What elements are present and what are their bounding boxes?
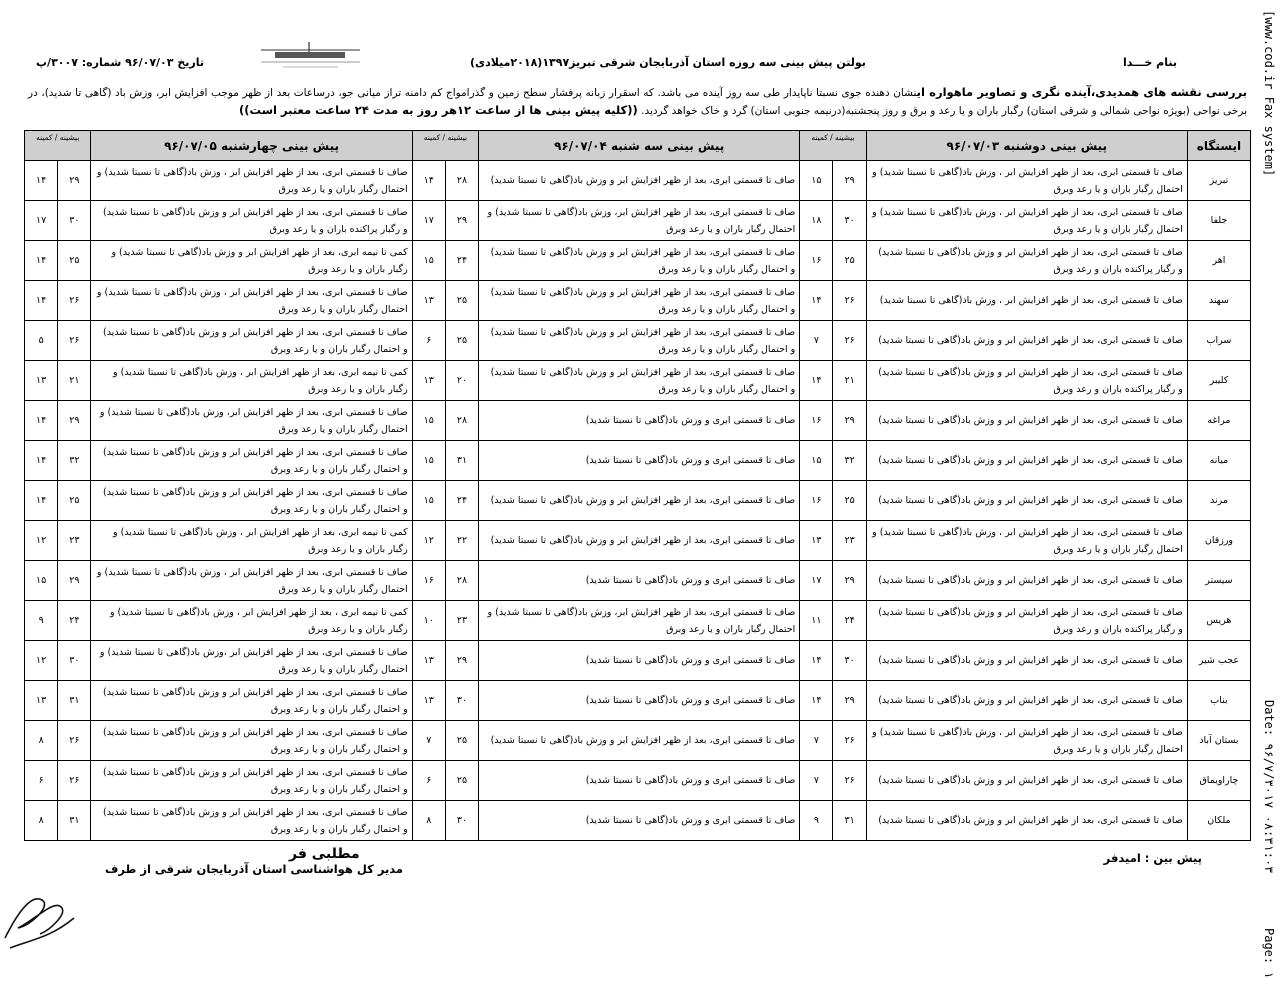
table-row: [25, 801, 1251, 841]
day2-forecast: صاف تا قسمتی ابری، بعد از ظهر افزایش ابر و وزش باد(گاهی تا نسبتا شدید) و احتمال رگبار باران و یا رعد وبرق: [479, 241, 800, 281]
station-cell: عجب شیر: [1187, 641, 1250, 681]
day1-min: ۱۴: [800, 361, 833, 401]
day3-max: ۲۱: [58, 361, 91, 401]
station-cell: سهند: [1187, 281, 1250, 321]
day3-min: ۵: [25, 321, 58, 361]
station-cell: مرند: [1187, 481, 1250, 521]
table-row: [25, 761, 1251, 801]
day1-min: ۱۶: [800, 401, 833, 441]
day2-max: ۲۹: [445, 641, 478, 681]
day2-min: ۷: [412, 721, 445, 761]
day2-max: ۲۵: [445, 761, 478, 801]
day1-max: ۲۹: [833, 401, 866, 441]
day2-forecast: صاف تا قسمتی ابری، بعد از ظهر افزایش ابر و وزش باد(گاهی تا نسبتا شدید): [479, 161, 800, 201]
day2-forecast: صاف تا قسمتی ابری و وزش باد(گاهی تا نسبتا شدید): [479, 401, 800, 441]
day1-max: ۲۳: [833, 521, 866, 561]
table-row: [25, 721, 1251, 761]
day2-min: ۱۵: [412, 481, 445, 521]
forecast-table: [24, 130, 1251, 841]
day3-forecast: کمی تا نیمه ابری، بعد از ظهر افزایش ابر و وزش باد(گاهی تا نسبتا شدید) و رگبار باران و یا رعد وبرق: [91, 241, 412, 281]
director-title: مدیر کل هواشناسی استان آذربایجان شرقی از طرف: [105, 862, 404, 876]
table-row: [25, 161, 1251, 201]
station-cell: کلیبر: [1187, 361, 1250, 401]
day1-min: ۱۶: [800, 481, 833, 521]
day1-min: ۷: [800, 721, 833, 761]
day3-forecast: صاف تا قسمتی ابری، بعد از ظهر افزایش ابر ،وزش باد(گاهی تا نسبتا شدید) و احتمال رگبار باران و یا رعد وبرق: [91, 641, 412, 681]
day1-min: ۱۸: [800, 201, 833, 241]
day3-forecast: صاف تا قسمتی ابری، بعد از ظهر افزایش ابر ، وزش باد(گاهی تا نسبتا شدید) و احتمال رگبار باران و یا رعد وبرق: [91, 561, 412, 601]
day1-minmax-header: بیشینه / کمینه: [800, 131, 866, 161]
station-cell: سراب: [1187, 321, 1250, 361]
day1-forecast: صاف تا قسمتی ابری، بعد از ظهر افزایش ابر و وزش باد(گاهی تا نسبتا شدید): [866, 441, 1187, 481]
day2-forecast: صاف تا قسمتی ابری و وزش باد(گاهی تا نسبتا شدید): [479, 641, 800, 681]
day2-header: پیش بینی سه شنبه ۹۶/۰۷/۰۴: [479, 131, 800, 161]
day1-forecast: صاف تا قسمتی ابری، بعد از ظهر افزایش ابر ، وزش باد(گاهی تا نسبتا شدید) و احتمال رگبار باران و یا رعد وبرق: [866, 161, 1187, 201]
day3-header: پیش بینی چهارشنبه ۹۶/۰۷/۰۵: [91, 131, 412, 161]
day3-max: ۳۱: [58, 681, 91, 721]
station-cell: تبریز: [1187, 161, 1250, 201]
director-name: مطلبی فر: [289, 846, 360, 862]
day2-forecast: صاف تا قسمتی ابری، بعد از ظهر افزایش ابر و وزش باد(گاهی تا نسبتا شدید): [479, 721, 800, 761]
day2-min: ۱۷: [412, 201, 445, 241]
table-header-row: [25, 131, 1251, 161]
day1-forecast: صاف تا قسمتی ابری، بعد از ظهر افزایش ابر و وزش باد(گاهی تا نسبتا شدید): [866, 561, 1187, 601]
day2-max: ۳۰: [445, 801, 478, 841]
day2-max: ۲۸: [445, 401, 478, 441]
day2-max: ۲۲: [445, 521, 478, 561]
day1-max: ۲۹: [833, 681, 866, 721]
day2-forecast: صاف تا قسمتی ابری، بعد از ظهر افزایش ابر و وزش باد(گاهی تا نسبتا شدید) و احتمال رگبار باران و یا رعد وبرق: [479, 361, 800, 401]
day2-forecast: صاف تا قسمتی ابری و وزش باد(گاهی تا نسبتا شدید): [479, 761, 800, 801]
day1-max: ۲۹: [833, 161, 866, 201]
day1-min: ۷: [800, 321, 833, 361]
day3-forecast: صاف تا قسمتی ابری، بعد از ظهر افزایش ابر ، وزش باد(گاهی تا نسبتا شدید) و احتمال رگبار باران و یا رعد وبرق: [91, 161, 412, 201]
day3-min: ۱۳: [25, 361, 58, 401]
day1-min: ۱۷: [800, 561, 833, 601]
day3-forecast: صاف تا قسمتی ابری، بعد از ظهر افزایش ابر و وزش باد(گاهی تا نسبتا شدید) و احتمال رگبار باران و یا رعد وبرق: [91, 721, 412, 761]
day3-min: ۱۳: [25, 681, 58, 721]
day3-min: ۹: [25, 601, 58, 641]
day2-forecast: صاف تا قسمتی ابری و وزش باد(گاهی تا نسبتا شدید): [479, 561, 800, 601]
day1-max: ۲۴: [833, 601, 866, 641]
day3-min: ۱۴: [25, 401, 58, 441]
station-cell: چاراویماق: [1187, 761, 1250, 801]
day1-max: ۲۵: [833, 481, 866, 521]
day2-max: ۲۰: [445, 361, 478, 401]
day2-forecast: صاف تا قسمتی ابری و وزش باد(گاهی تا نسبتا شدید): [479, 441, 800, 481]
day1-max: ۲۶: [833, 721, 866, 761]
day3-min: ۱۲: [25, 641, 58, 681]
table-row: [25, 441, 1251, 481]
table-row: [25, 241, 1251, 281]
table-row: [25, 401, 1251, 441]
day3-forecast: کمی تا نیمه ابری، بعد از ظهر افزایش ابر ، وزش باد(گاهی تا نسبتا شدید) و رگبار باران و یا رعد وبرق: [91, 361, 412, 401]
day1-min: ۹: [800, 801, 833, 841]
forecaster-name: پیش بین : امیدفر: [1103, 851, 1202, 865]
day3-max: ۲۳: [58, 521, 91, 561]
day3-forecast: صاف تا قسمتی ابری، بعد از ظهر افزایش ابر و وزش باد(گاهی تا نسبتا شدید) و احتمال رگبار باران و یا رعد وبرق: [91, 321, 412, 361]
station-cell: بناب: [1187, 681, 1250, 721]
day2-min: ۶: [412, 321, 445, 361]
day3-max: ۲۶: [58, 721, 91, 761]
station-cell: اهر: [1187, 241, 1250, 281]
day2-max: ۲۴: [445, 481, 478, 521]
day1-forecast: صاف تا قسمتی ابری، بعد از ظهر افزایش ابر و وزش باد(گاهی تا نسبتا شدید): [866, 641, 1187, 681]
station-header: ایستگاه: [1187, 131, 1250, 161]
day3-min: ۱۴: [25, 281, 58, 321]
day3-forecast: صاف تا قسمتی ابری، بعد از ظهر افزایش ابر و وزش باد(گاهی تا نسبتا شدید) و احتمال رگبار باران و یا رعد وبرق: [91, 681, 412, 721]
day1-forecast: صاف تا قسمتی ابری، بعد از ظهر افزایش ابر و وزش باد(گاهی تا نسبتا شدید): [866, 801, 1187, 841]
day2-min: ۶: [412, 761, 445, 801]
station-cell: میانه: [1187, 441, 1250, 481]
summary-body: نشان دهنده جوی نسبتا ناپایدار طی سه روز آینده می باشد. که اسقرار زبانه پرفشار سطح زمین و گذرامواج کم دامنه تراز میانی جو، درساعات بعد از ظهر موجب افزایش ابر، وزش باد (گاهی تا شدید)، در برخی نواحی (بویژه نواحی شمالی و شرقی استان) رگبار باران و یا رعد و برق و روز پنجشنبه(درنیمه جنوبی استان) گرد و خاک خواهد گردید.: [28, 87, 1247, 117]
day3-minmax-header: بیشینه / کمینه: [25, 131, 91, 161]
day3-forecast: کمی تا نیمه ابری، بعد از ظهر افزایش ابر ، وزش باد(گاهی تا نسبتا شدید) و رگبار باران و یا رعد وبرق: [91, 521, 412, 561]
day3-forecast: صاف تا قسمتی ابری، بعد از ظهر افزایش ابر و وزش باد(گاهی تا نسبتا شدید) و احتمال رگبار باران و یا رعد وبرق: [91, 441, 412, 481]
day1-forecast: صاف تا قسمتی ابری، بعد از ظهر افزایش ابر و وزش باد(گاهی تا نسبتا شدید): [866, 401, 1187, 441]
day2-min: ۱۴: [412, 161, 445, 201]
day2-forecast: صاف تا قسمتی ابری، بعد از ظهر افزایش ابر و وزش باد(گاهی تا نسبتا شدید) و احتمال رگبار باران و یا رعد وبرق: [479, 281, 800, 321]
day2-min: ۱۶: [412, 561, 445, 601]
table-row: [25, 601, 1251, 641]
day1-max: ۳۰: [833, 201, 866, 241]
station-cell: سیستر: [1187, 561, 1250, 601]
day1-max: ۲۶: [833, 321, 866, 361]
day2-min: ۱۵: [412, 241, 445, 281]
day1-min: ۱۳: [800, 521, 833, 561]
day1-max: ۲۶: [833, 761, 866, 801]
synoptic-summary: [28, 84, 1247, 120]
day2-forecast: صاف تا قسمتی ابری، بعد از ظهر افزایش ابر و وزش باد(گاهی تا نسبتا شدید) و احتمال رگبار باران و یا رعد وبرق: [479, 321, 800, 361]
day3-forecast: صاف تا قسمتی ابری، بعد از ظهر افزایش ابر و وزش باد(گاهی تا نسبتا شدید) و احتمال رگبار باران و یا رعد وبرق: [91, 761, 412, 801]
day3-min: ۸: [25, 721, 58, 761]
day1-min: ۱۱: [800, 601, 833, 641]
day1-min: ۷: [800, 761, 833, 801]
day3-max: ۲۶: [58, 281, 91, 321]
day3-forecast: صاف تا قسمتی ابری، بعد از ظهر افزایش ابر ، وزش باد(گاهی تا نسبتا شدید) و احتمال رگبار باران و یا رعد وبرق: [91, 281, 412, 321]
day2-min: ۱۲: [412, 521, 445, 561]
day1-forecast: صاف تا قسمتی ابری، بعد از ظهر افزایش ابر و وزش باد(گاهی تا نسبتا شدید) و رگبار پراکنده باران و رعد وبرق: [866, 601, 1187, 641]
day2-max: ۲۵: [445, 721, 478, 761]
day3-min: ۱۲: [25, 521, 58, 561]
day3-max: ۲۶: [58, 321, 91, 361]
day1-max: ۳۰: [833, 641, 866, 681]
day2-forecast: صاف تا قسمتی ابری و وزش باد(گاهی تا نسبتا شدید): [479, 681, 800, 721]
day2-max: ۲۳: [445, 601, 478, 641]
day3-max: ۲۹: [58, 401, 91, 441]
day3-min: ۱۴: [25, 441, 58, 481]
day3-forecast: صاف تا قسمتی ابری، بعد از ظهر افزایش ابر و وزش باد(گاهی تا نسبتا شدید) و احتمال رگبار باران و یا رعد وبرق: [91, 481, 412, 521]
day2-max: ۲۸: [445, 561, 478, 601]
day1-forecast: صاف تا قسمتی ابری، بعد از ظهر افزایش ابر و وزش باد(گاهی تا نسبتا شدید): [866, 481, 1187, 521]
day1-max: ۳۱: [833, 801, 866, 841]
day3-forecast: صاف تا قسمتی ابری، بعد از ظهر افزایش ابر و وزش باد(گاهی تا نسبتا شدید) و رگبار پراکنده باران و یا رعد وبرق: [91, 201, 412, 241]
day1-min: ۱۴: [800, 281, 833, 321]
day1-min: ۱۴: [800, 641, 833, 681]
day2-min: ۱۵: [412, 401, 445, 441]
day2-max: ۳۱: [445, 441, 478, 481]
day1-forecast: صاف تا قسمتی ابری، بعد از ظهر افزایش ابر ، وزش باد(گاهی تا نسبتا شدید): [866, 281, 1187, 321]
day2-min: ۸: [412, 801, 445, 841]
day2-forecast: صاف تا قسمتی ابری، بعد از ظهر افزایش ابر، وزش باد(گاهی تا نسبتا شدید) و احتمال رگبار باران و یا رعد وبرق: [479, 601, 800, 641]
day2-max: ۲۵: [445, 281, 478, 321]
day1-min: ۱۶: [800, 241, 833, 281]
station-cell: مراغه: [1187, 401, 1250, 441]
day1-max: ۲۵: [833, 241, 866, 281]
day2-min: ۱۵: [412, 441, 445, 481]
station-cell: جلفا: [1187, 201, 1250, 241]
day3-min: ۱۵: [25, 561, 58, 601]
bename-heading: بنام خـــدا: [1123, 56, 1177, 69]
day2-min: ۱۳: [412, 641, 445, 681]
summary-lead: بررسی نقشه های همدیدی،آینده نگری و تصاویر ماهواره ای: [916, 85, 1248, 99]
table-row: [25, 201, 1251, 241]
day2-max: ۲۴: [445, 241, 478, 281]
day3-max: ۲۹: [58, 161, 91, 201]
station-cell: ملکان: [1187, 801, 1250, 841]
bulletin-title: بولتن پیش بینی سه روزه استان آذربایجان شرقی تبریز۱۳۹۷(۲۰۱۸میلادی): [470, 56, 866, 69]
day2-forecast: صاف تا قسمتی ابری و وزش باد(گاهی تا نسبتا شدید): [479, 801, 800, 841]
day3-max: ۳۲: [58, 441, 91, 481]
day1-forecast: صاف تا قسمتی ابری، بعد از ظهر افزایش ابر و وزش باد(گاهی تا نسبتا شدید): [866, 761, 1187, 801]
day1-forecast: صاف تا قسمتی ابری، بعد از ظهر افزایش ابر و وزش باد(گاهی تا نسبتا شدید) و رگبار پراکنده باران و رعد وبرق: [866, 361, 1187, 401]
table-row: [25, 481, 1251, 521]
day3-min: ۱۴: [25, 241, 58, 281]
day3-max: ۲۶: [58, 761, 91, 801]
day2-max: ۲۸: [445, 161, 478, 201]
day1-max: ۳۲: [833, 441, 866, 481]
table-row: [25, 321, 1251, 361]
table-row: [25, 681, 1251, 721]
day3-min: ۶: [25, 761, 58, 801]
date-number: تاریخ ۹۶/۰۷/۰۳ شماره: ۳۰۰۷/پ: [36, 56, 204, 69]
day2-forecast: صاف تا قسمتی ابری، بعد از ظهر افزایش ابر و وزش باد(گاهی تا نسبتا شدید): [479, 521, 800, 561]
day3-min: ۱۷: [25, 201, 58, 241]
fax-date-stamp: Date: ۹۶/۷/۳۰۱۷ ۰۸:۳۱:۰۳: [1262, 700, 1276, 874]
day2-minmax-header: بیشینه / کمینه: [412, 131, 478, 161]
day1-header: پیش بینی دوشنبه ۹۶/۰۷/۰۳: [866, 131, 1187, 161]
day1-forecast: صاف تا قسمتی ابری، بعد از ظهر افزایش ابر و وزش باد(گاهی تا نسبتا شدید): [866, 321, 1187, 361]
day2-forecast: صاف تا قسمتی ابری، بعد از ظهر افزایش ابر و وزش باد(گاهی تا نسبتا شدید): [479, 481, 800, 521]
day2-max: ۲۹: [445, 201, 478, 241]
day3-max: ۳۰: [58, 201, 91, 241]
day1-max: ۲۶: [833, 281, 866, 321]
day3-forecast: صاف تا قسمتی ابری، بعد از ظهر افزایش ابر، وزش باد(گاهی تا نسبتا شدید) و احتمال رگبار باران و یا رعد وبرق: [91, 401, 412, 441]
day1-forecast: صاف تا قسمتی ابری، بعد از ظهر افزایش ابر ، وزش باد(گاهی تا نسبتا شدید) و احتمال رگبار باران و یا رعد وبرق: [866, 201, 1187, 241]
day1-forecast: صاف تا قسمتی ابری، بعد از ظهر افزایش ابر ، وزش باد(گاهی تا نسبتا شدید) و احتمال رگبار باران و یا رعد وبرق: [866, 521, 1187, 561]
day3-max: ۲۴: [58, 601, 91, 641]
day3-max: ۲۵: [58, 481, 91, 521]
day1-min: ۱۴: [800, 681, 833, 721]
day1-forecast: صاف تا قسمتی ابری، بعد از ظهر افزایش ابر و وزش باد(گاهی تا نسبتا شدید): [866, 681, 1187, 721]
station-cell: بستان آباد: [1187, 721, 1250, 761]
day3-min: ۱۴: [25, 481, 58, 521]
day3-forecast: صاف تا قسمتی ابری، بعد از ظهر افزایش ابر و وزش باد(گاهی تا نسبتا شدید) و احتمال رگبار باران و یا رعد وبرق: [91, 801, 412, 841]
signature-icon: [0, 878, 80, 953]
day1-min: ۱۵: [800, 441, 833, 481]
day2-forecast: صاف تا قسمتی ابری، بعد از ظهر افزایش ابر، وزش باد(گاهی تا نسبتا شدید) و احتمال رگبار باران و یا رعد وبرق: [479, 201, 800, 241]
day1-min: ۱۵: [800, 161, 833, 201]
station-cell: هریس: [1187, 601, 1250, 641]
day3-max: ۲۹: [58, 561, 91, 601]
day3-forecast: کمی تا نیمه ابری ، بعد از ظهر افزایش ابر ، وزش باد(گاهی تا نسبتا شدید) و رگبار باران و یا رعد وبرق: [91, 601, 412, 641]
day2-min: ۱۳: [412, 281, 445, 321]
day3-min: ۱۴: [25, 161, 58, 201]
table-row: [25, 561, 1251, 601]
fax-header-side: [www.cod.ir Fax system]: [1262, 10, 1276, 177]
day2-min: ۱۳: [412, 681, 445, 721]
day2-min: ۱۳: [412, 361, 445, 401]
day3-min: ۸: [25, 801, 58, 841]
table-row: [25, 361, 1251, 401]
table-row: [25, 641, 1251, 681]
day1-max: ۲۱: [833, 361, 866, 401]
day2-max: ۳۰: [445, 681, 478, 721]
day3-max: ۳۱: [58, 801, 91, 841]
day2-max: ۲۵: [445, 321, 478, 361]
day1-max: ۲۹: [833, 561, 866, 601]
station-cell: ورزقان: [1187, 521, 1250, 561]
day3-max: ۲۵: [58, 241, 91, 281]
fax-page-number: Page: ۱: [1262, 928, 1276, 979]
organization-logo-icon: [253, 42, 368, 72]
day1-forecast: صاف تا قسمتی ابری، بعد از ظهر افزایش ابر ، وزش باد(گاهی تا نسبتا شدید) و احتمال رگبار باران و یا رعد وبرق: [866, 721, 1187, 761]
day2-min: ۱۰: [412, 601, 445, 641]
table-row: [25, 521, 1251, 561]
day3-max: ۳۰: [58, 641, 91, 681]
table-row: [25, 281, 1251, 321]
day1-forecast: صاف تا قسمتی ابری، بعد از ظهر افزایش ابر و وزش باد(گاهی تا نسبتا شدید) و رگبار پراکنده باران و رعد وبرق: [866, 241, 1187, 281]
validity-note: ((کلیه پیش بینی ها از ساعت ۱۲هر روز به مدت ۲۴ ساعت معتبر است)): [239, 103, 638, 117]
